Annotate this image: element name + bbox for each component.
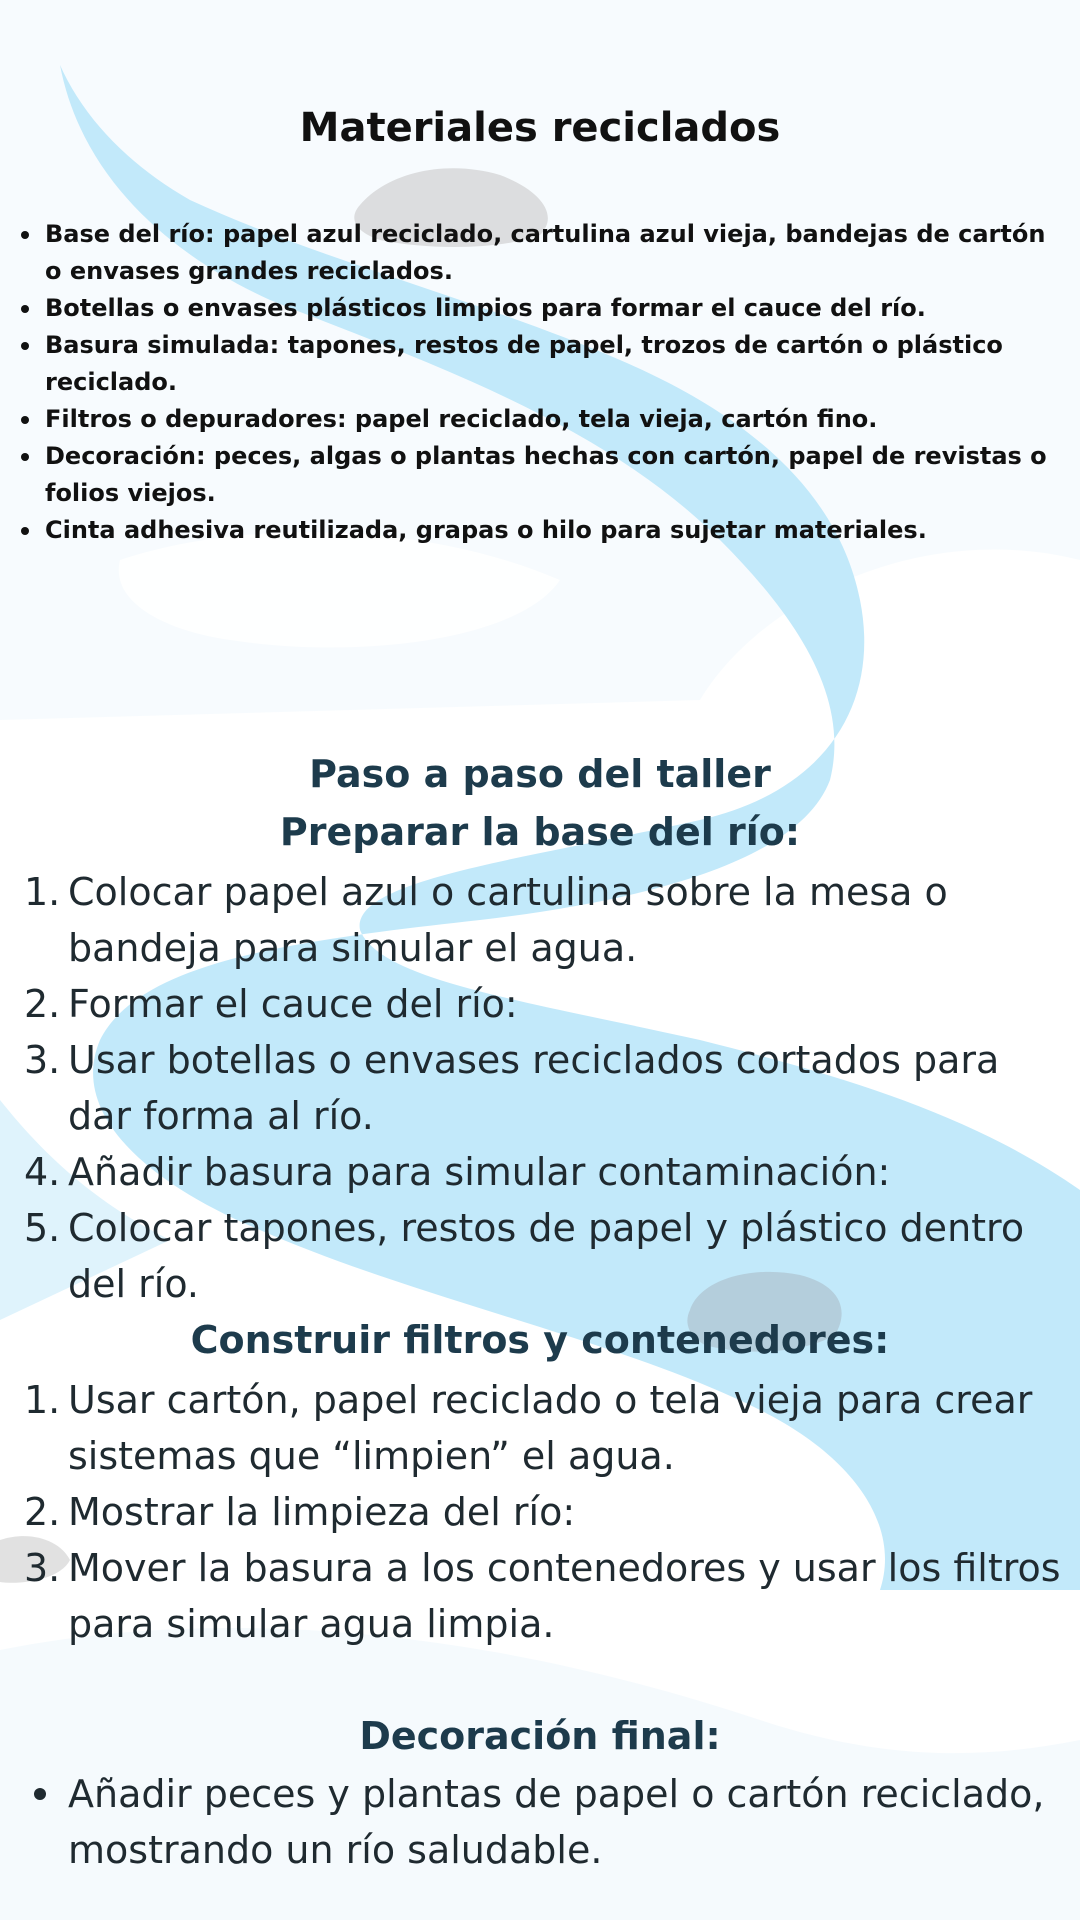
materials-item: Filtros o depuradores: papel reciclado, tela vieja, cartón fino.: [45, 401, 1060, 438]
step-number: 4.: [24, 1150, 61, 1194]
step-item: [24, 1144, 1080, 1200]
step-text: Formar el cauce del río:: [68, 982, 518, 1026]
step-item: [24, 1540, 1080, 1652]
materials-item: Botellas o envases plásticos limpios para formar el cauce del río.: [45, 290, 1060, 327]
step-number: 2.: [24, 1490, 61, 1534]
step-item: [24, 1372, 1080, 1484]
step-number: 3.: [24, 1546, 61, 1590]
steps-list-filters: [0, 1372, 1080, 1652]
step-item: [24, 1032, 1080, 1144]
materials-item: Decoración: peces, algas o plantas hechas con cartón, papel de revistas o folios viejos.: [45, 438, 1060, 512]
section-heading-decoration: Decoración final:: [359, 1714, 721, 1758]
step-item: [24, 1200, 1080, 1312]
decoration-item: Añadir peces y plantas de papel o cartón reciclado, mostrando un río saludable.: [68, 1766, 1080, 1878]
section-heading-base: Preparar la base del río:: [279, 810, 801, 854]
step-text: Colocar papel azul o cartulina sobre la mesa o bandeja para simular el agua.: [68, 870, 948, 970]
step-number: 3.: [24, 1038, 61, 1082]
step-text: Añadir basura para simular contaminación:: [68, 1150, 891, 1194]
step-number: 5.: [24, 1206, 61, 1250]
step-text: Usar cartón, papel reciclado o tela vieja para crear sistemas que “limpien” el agua.: [68, 1378, 1033, 1478]
materials-list: [0, 216, 1060, 549]
step-item: [24, 976, 1080, 1032]
steps-list-base: [0, 864, 1080, 1312]
step-text: Mostrar la limpieza del río:: [68, 1490, 576, 1534]
decoration-list: [0, 1766, 1080, 1878]
step-item: [24, 864, 1080, 976]
step-text: Colocar tapones, restos de papel y plástico dentro del río.: [68, 1206, 1025, 1306]
materials-item: Basura simulada: tapones, restos de papel, trozos de cartón o plástico reciclado.: [45, 327, 1060, 401]
step-text: Usar botellas o envases reciclados cortados para dar forma al río.: [68, 1038, 1000, 1138]
materials-item: Base del río: papel azul reciclado, cartulina azul vieja, bandejas de cartón o envases grandes reciclados.: [45, 216, 1060, 290]
step-number: 2.: [24, 982, 61, 1026]
materials-item: Cinta adhesiva reutilizada, grapas o hilo para sujetar materiales.: [45, 512, 1060, 549]
step-number: 1.: [24, 870, 61, 914]
step-text: Mover la basura a los contenedores y usar los filtros para simular agua limpia.: [68, 1546, 1061, 1646]
materials-title: Materiales reciclados: [299, 105, 781, 151]
step-number: 1.: [24, 1378, 61, 1422]
section-heading-filters: Construir filtros y contenedores:: [190, 1318, 890, 1362]
step-item: [24, 1484, 1080, 1540]
workshop-title: Paso a paso del taller: [309, 752, 771, 796]
